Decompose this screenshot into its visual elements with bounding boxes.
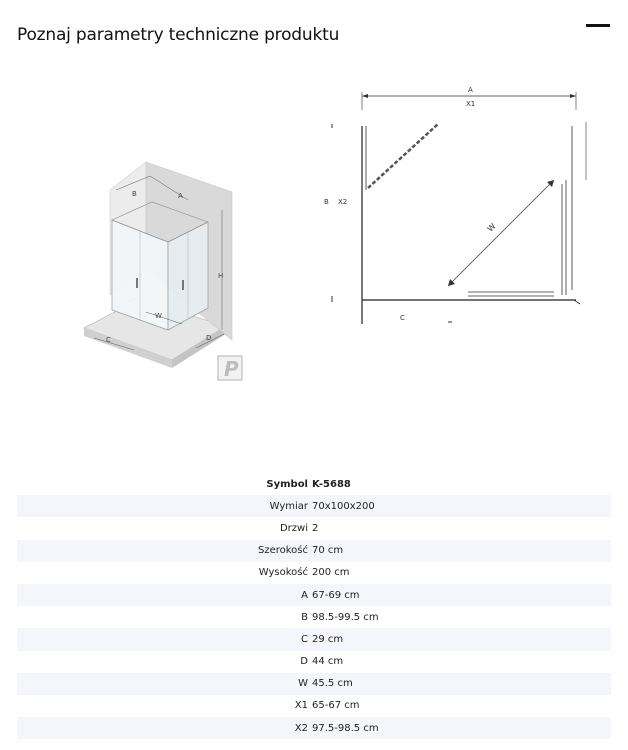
product-3d-render	[76, 150, 256, 400]
render-label-w: W	[155, 312, 162, 320]
spec-label: C	[301, 633, 308, 645]
spec-value: 97.5-98.5 cm	[312, 722, 379, 734]
drawing-label-x2: X2	[338, 198, 348, 206]
technical-drawing	[318, 80, 588, 335]
spec-label: W	[298, 678, 308, 690]
spec-value: 29 cm	[312, 633, 344, 645]
spec-value: 65-67 cm	[312, 700, 360, 712]
spec-label: Wymiar	[269, 500, 308, 512]
section-title: Poznaj parametry techniczne produktu	[17, 25, 340, 45]
spec-value: 200 cm	[312, 567, 350, 579]
spec-value: 45.5 cm	[312, 678, 353, 690]
spec-label: Drzwi	[279, 522, 308, 534]
spec-label: B	[301, 611, 308, 623]
spec-row	[17, 584, 611, 606]
spec-row	[17, 628, 611, 650]
spec-value: 98.5-99.5 cm	[312, 611, 379, 623]
spec-row	[17, 695, 611, 717]
spec-row	[17, 540, 611, 562]
render-label-b: B	[132, 190, 137, 198]
render-label-a: A	[178, 192, 183, 200]
spec-label: D	[300, 656, 308, 668]
collapse-toggle[interactable]	[586, 22, 612, 30]
spec-row	[17, 673, 611, 695]
drawing-label-c: C	[400, 314, 405, 322]
spec-value: 70 cm	[312, 545, 344, 557]
spec-row	[17, 717, 611, 739]
spec-value: 2	[312, 522, 319, 534]
spec-row	[17, 606, 611, 628]
drawing-label-a: A	[468, 86, 473, 94]
spec-label: Szerokość	[257, 545, 308, 557]
spec-row	[17, 495, 611, 517]
spec-label: X1	[294, 700, 308, 712]
spec-value: K-5688	[312, 478, 351, 490]
spec-label: X2	[294, 722, 308, 734]
spec-value: 70x100x200	[312, 500, 375, 512]
render-label-c: C	[106, 336, 111, 344]
drawing-label-w: W	[485, 221, 498, 234]
spec-label: Symbol	[266, 478, 308, 490]
spec-row	[17, 651, 611, 673]
spec-row	[17, 517, 611, 539]
render-label-d: D	[206, 334, 212, 342]
render-label-h: H	[218, 272, 224, 280]
spec-row	[17, 562, 611, 584]
spec-table	[17, 473, 611, 739]
minus-icon	[586, 24, 610, 27]
brand-logo-letter: P	[224, 357, 239, 381]
spec-label: Wysokość	[258, 567, 308, 579]
spec-value: 44 cm	[312, 656, 344, 668]
spec-value: 67-69 cm	[312, 589, 360, 601]
drawing-label-b: B	[324, 198, 329, 206]
drawing-label-x1: X1	[466, 100, 476, 108]
spec-label: A	[301, 589, 308, 601]
spec-row	[17, 473, 611, 495]
